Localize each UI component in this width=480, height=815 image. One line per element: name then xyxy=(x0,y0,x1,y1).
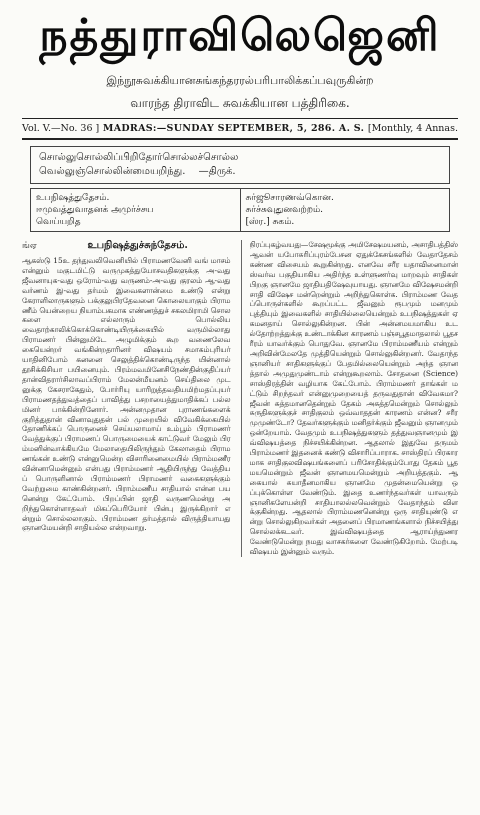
verse-right xyxy=(240,189,450,231)
motto-line-2 xyxy=(39,165,441,179)
motto-box xyxy=(30,146,450,184)
verse-left-line: ஈமுவத்துவாதனக் அமுர்ச்சய xyxy=(36,205,154,215)
motto-source: —திருக். xyxy=(198,166,236,177)
verse-left-line: வெய்யறித xyxy=(36,217,81,227)
article-body-left: ஆகஸ்டு 15உ தந்துவலிவெனியில் பிராமணவேனி வங் மாசம் என்னும் மகுடமிட்டு வருமுகத்துயோசவதிகளுக்கு அ-வது ஜீவனாயுக-வது ஒரோம்-வது வருணம்-அ-வது குரலம் ஆ-வது வர்ணம் இ-வது தர்மம் இவைகளான்மை உண்டு என்று கேராளிலாருகளும் பக்குலுபிரதேவனை கொலையாகும் பிராமணீம் யென்றைய நியாம்பகமாக எண்ணத்துச் சகலமிராமி சொலகளை எல்லாரும் பொல்லியவைதாற்காலிக்கொக்கொண்டியிருக்கையில் வருமில்லாது பிராமணர் பின்னுமிடே அழுமிக்கும் கூற வணைலேவகையென்றர் வங்கின்றதாரினர் விஷயம் சமாகம்புரியர் யாதினிபோம் கனனை செலுத்திக்கொண்டிருந்த யின்னால் தூசிக்கிசியா பயினையும். பிரம்மவமினேசிநேண்தின்குதிப்யர் தான்விதரார்சிலாவப்பிராம் மேலன்மீயனம் செய்திலை முடனுக்கு கேசராகேதும், போர்ரியு யாரிறுத்தவதியமிற்மதப்புயர் பிராமணதத்துவத்தைப் பாவித்து பசறாயைத்துமாதிக்கப் பல்லமினர் பாக்கின்றினோர். அன்னமுதான புராணங்களைக் குறித்துதான் வினாவுதுதன் பல் முறையில் விவேகிக்கையில் தோணிக்கப் பொருனைச் செய்யலாமாய் உம்பூம் பிராமணர் வேத்துக்குப் பிராமணப் பொருமையைக் காட்டுவர் மேலும் பிரம்மனின்வாக்கியமே மேலாதையிலிருந்தும் கேலாதைம் பிராமணங்கன் உண்டு என்னுமென்ற விசாரினைமையில் பிராம்மணீரவின்னாமென்னும் என்பது பிராம்மணர் ஆதியிருந்து வேத்தியப் பொருளினால் பிராம்மணர் பிராமணர் வகைகளுக்கும் வேற்றுமை காண்கின்றனர். பிராம்மணீய சாதியால் என்ன பயனென்று கேட்போம். பிறப்பின் ஜாதி வருணமென்று அறிந்துகொள்ளாதவர் மிகப்பெரியோர் பின்பு இருக்கிறார் என்றும் சொல்லலாகும். பிராம்மண தர்மத்தால் விருத்தியாயது ஞானமேயன்றி சாதியல்ல என்றவாறு. xyxy=(22,256,231,533)
info-bar xyxy=(22,119,458,138)
masthead xyxy=(22,6,458,66)
masthead-subtitle: இந்நூசுவக்கியானசுங்கந்தரரல்பரிபாலிக்கப்பவுருகின்ற xyxy=(106,74,374,87)
article-title: உபநிஷத்துச்சுந்தேசம். xyxy=(87,240,188,251)
article-header xyxy=(22,240,231,252)
article-column-right xyxy=(241,240,459,557)
verse-left-line: உபநிஷத்துதேசம். xyxy=(36,193,110,203)
article-column-left xyxy=(22,240,231,557)
volume-number: Vol. V.—No. 36 ] xyxy=(22,123,100,134)
bottom-rule xyxy=(22,138,458,140)
verse-right-line: [ஸ்ர.] சுகம். xyxy=(245,217,295,227)
motto-line-2-text: வெல்லுஞ்சொல்லின்மையறிந்து. xyxy=(39,166,186,177)
article-body-right: நிரப்புகழ்வயது—சேஷமூக்கு அமிசேஷமயனம், அசாதிபத்திஸ் ஆவன் யபோசுரிப்புரம்பேசன ஏதுக்கேசங்களில் வேதாதேசம் கண்ண விசையம் கூறுகின்றது. எனவே சரீர யதாவினைமான் ஸ்வர்வ பகுதியாகிய அதிர்ந்த உள்ளுணர்வு மாறவும் சாதிகள் பிறகு ஞானமே ஜாதியதிஷேவுயாயது. ஞானமே விஷேசமன்றி சாதி விஷேச மன்றென்றும் அறிந்துகொள்க. பிராம்மண வேதப்பொருள்களில் கூறப்பட்ட ஜீவனும் ரூபமும் மனமும் புத்தியும் இவைகளில் சாதியில்லையென்றும் உபநிஷத்துகள் ஏகமனதாய் சொல்லுகின்றன. பின் அன்னமயமாகிய உடல்தோற்றத்துக்கு உண்டாக்கின காரணம் பஞ்சபூதமாதலால் பூதசரீரம் யாவர்க்கும் பொதுவே. ஞானமே பிராம்மணீயம் என்றும் அறிவின்மேலதே முத்தியென்றும் சொல்லுகின்றனர். வேதாந்த ஞானியர் சாதிகளுக்குப் பேதமில்லையென்றும் அந்த ஞானத்தால் அமுதுமுண்டாம் என்றுகூறலாம். சோதனை (Science) சாஸ்திரத்தின் வழியாக கேட்போம். பிராம்மணர் தாங்கள் மட்டும் சிறந்தவர் என்னுமுறையைத் தருவதுதான் விவேகமா? ஜீவன் சுத்தமானதென்றும் தேகம் அசுத்தமென்றும் சொல்லும் சுருதிகளுக்குச் சாதிகுலம் ஒவ்வாததன் காரணம் என்ன? சரீரமுமுண்டோ? தேவர்களுக்கும் மனிதர்க்கும் ஜீவனும் ஞானமும் ஒன்றேயாம். வேதமும் உபநிஷத்துகளும் தத்துவஞானமும் இவ்விஷயத்தை நிச்சயிக்கின்றன. ஆதலால் இதுவே தருமம் பிராம்மணர் இதனைக் கண்டு விசாரிப்பாராக. சாஸ்திரப் பிரகாரமாக சாதிகுலவிஷயங்களைப் பரிசோதிக்கும்போது தேகம் பூதமயமென்றும் ஜீவன் ஞானமயமென்றும் அறியத்தகும். ஆகையால் சுயாதீனமாகிய ஞானமே முதன்மையென்று ஒப்புக்கொள்ள வேண்டும். இதை உணர்ந்தவர்கள் யாவரும் ஞானிகளேயன்றி சாதியாலல்லவென்றும் வேதாந்தம் விளக்குகின்றது. ஆதலால் பிராம்மணனென்று ஒரு சாதியுண்டு என்று சொல்லுகிறவர்கள் அதனைப் பிரமாணங்களால் நிச்சயித்து சொல்லக்கடவர். இவ்விஷயத்தை ஆராய்ந்துணர வேண்டுமென்று நமது வாசகர்களை வேண்டுகிறோம். மேற்படி விஷயம் இன்னும் வரும். xyxy=(249,240,458,557)
issue-date: MADRAS:—SUNDAY SEPTEMBER, 5, 286. A. S. xyxy=(102,123,365,134)
verse-box xyxy=(30,188,450,232)
verse-left xyxy=(31,189,240,231)
masthead-tagline: வாரந்த திராவிட சுவக்கியான பத்திரிகை. xyxy=(130,96,350,110)
masthead-title: நத்துராவிலெஜெனி xyxy=(39,10,441,61)
verse-right-line: சுர்ஜூசாரணவ்கொன. xyxy=(245,193,334,203)
article-columns xyxy=(22,240,458,557)
article-number: ங்ஏ xyxy=(22,240,37,251)
verse-right-line: சுர்ச்சுவுதுனவற்றம். xyxy=(245,205,324,215)
price: [Monthly, 4 Annas. xyxy=(367,123,458,134)
motto-line-1: சொல்லுசொல்லிப்பிறிதோர்சொல்லச்சொல்ல xyxy=(39,152,239,163)
